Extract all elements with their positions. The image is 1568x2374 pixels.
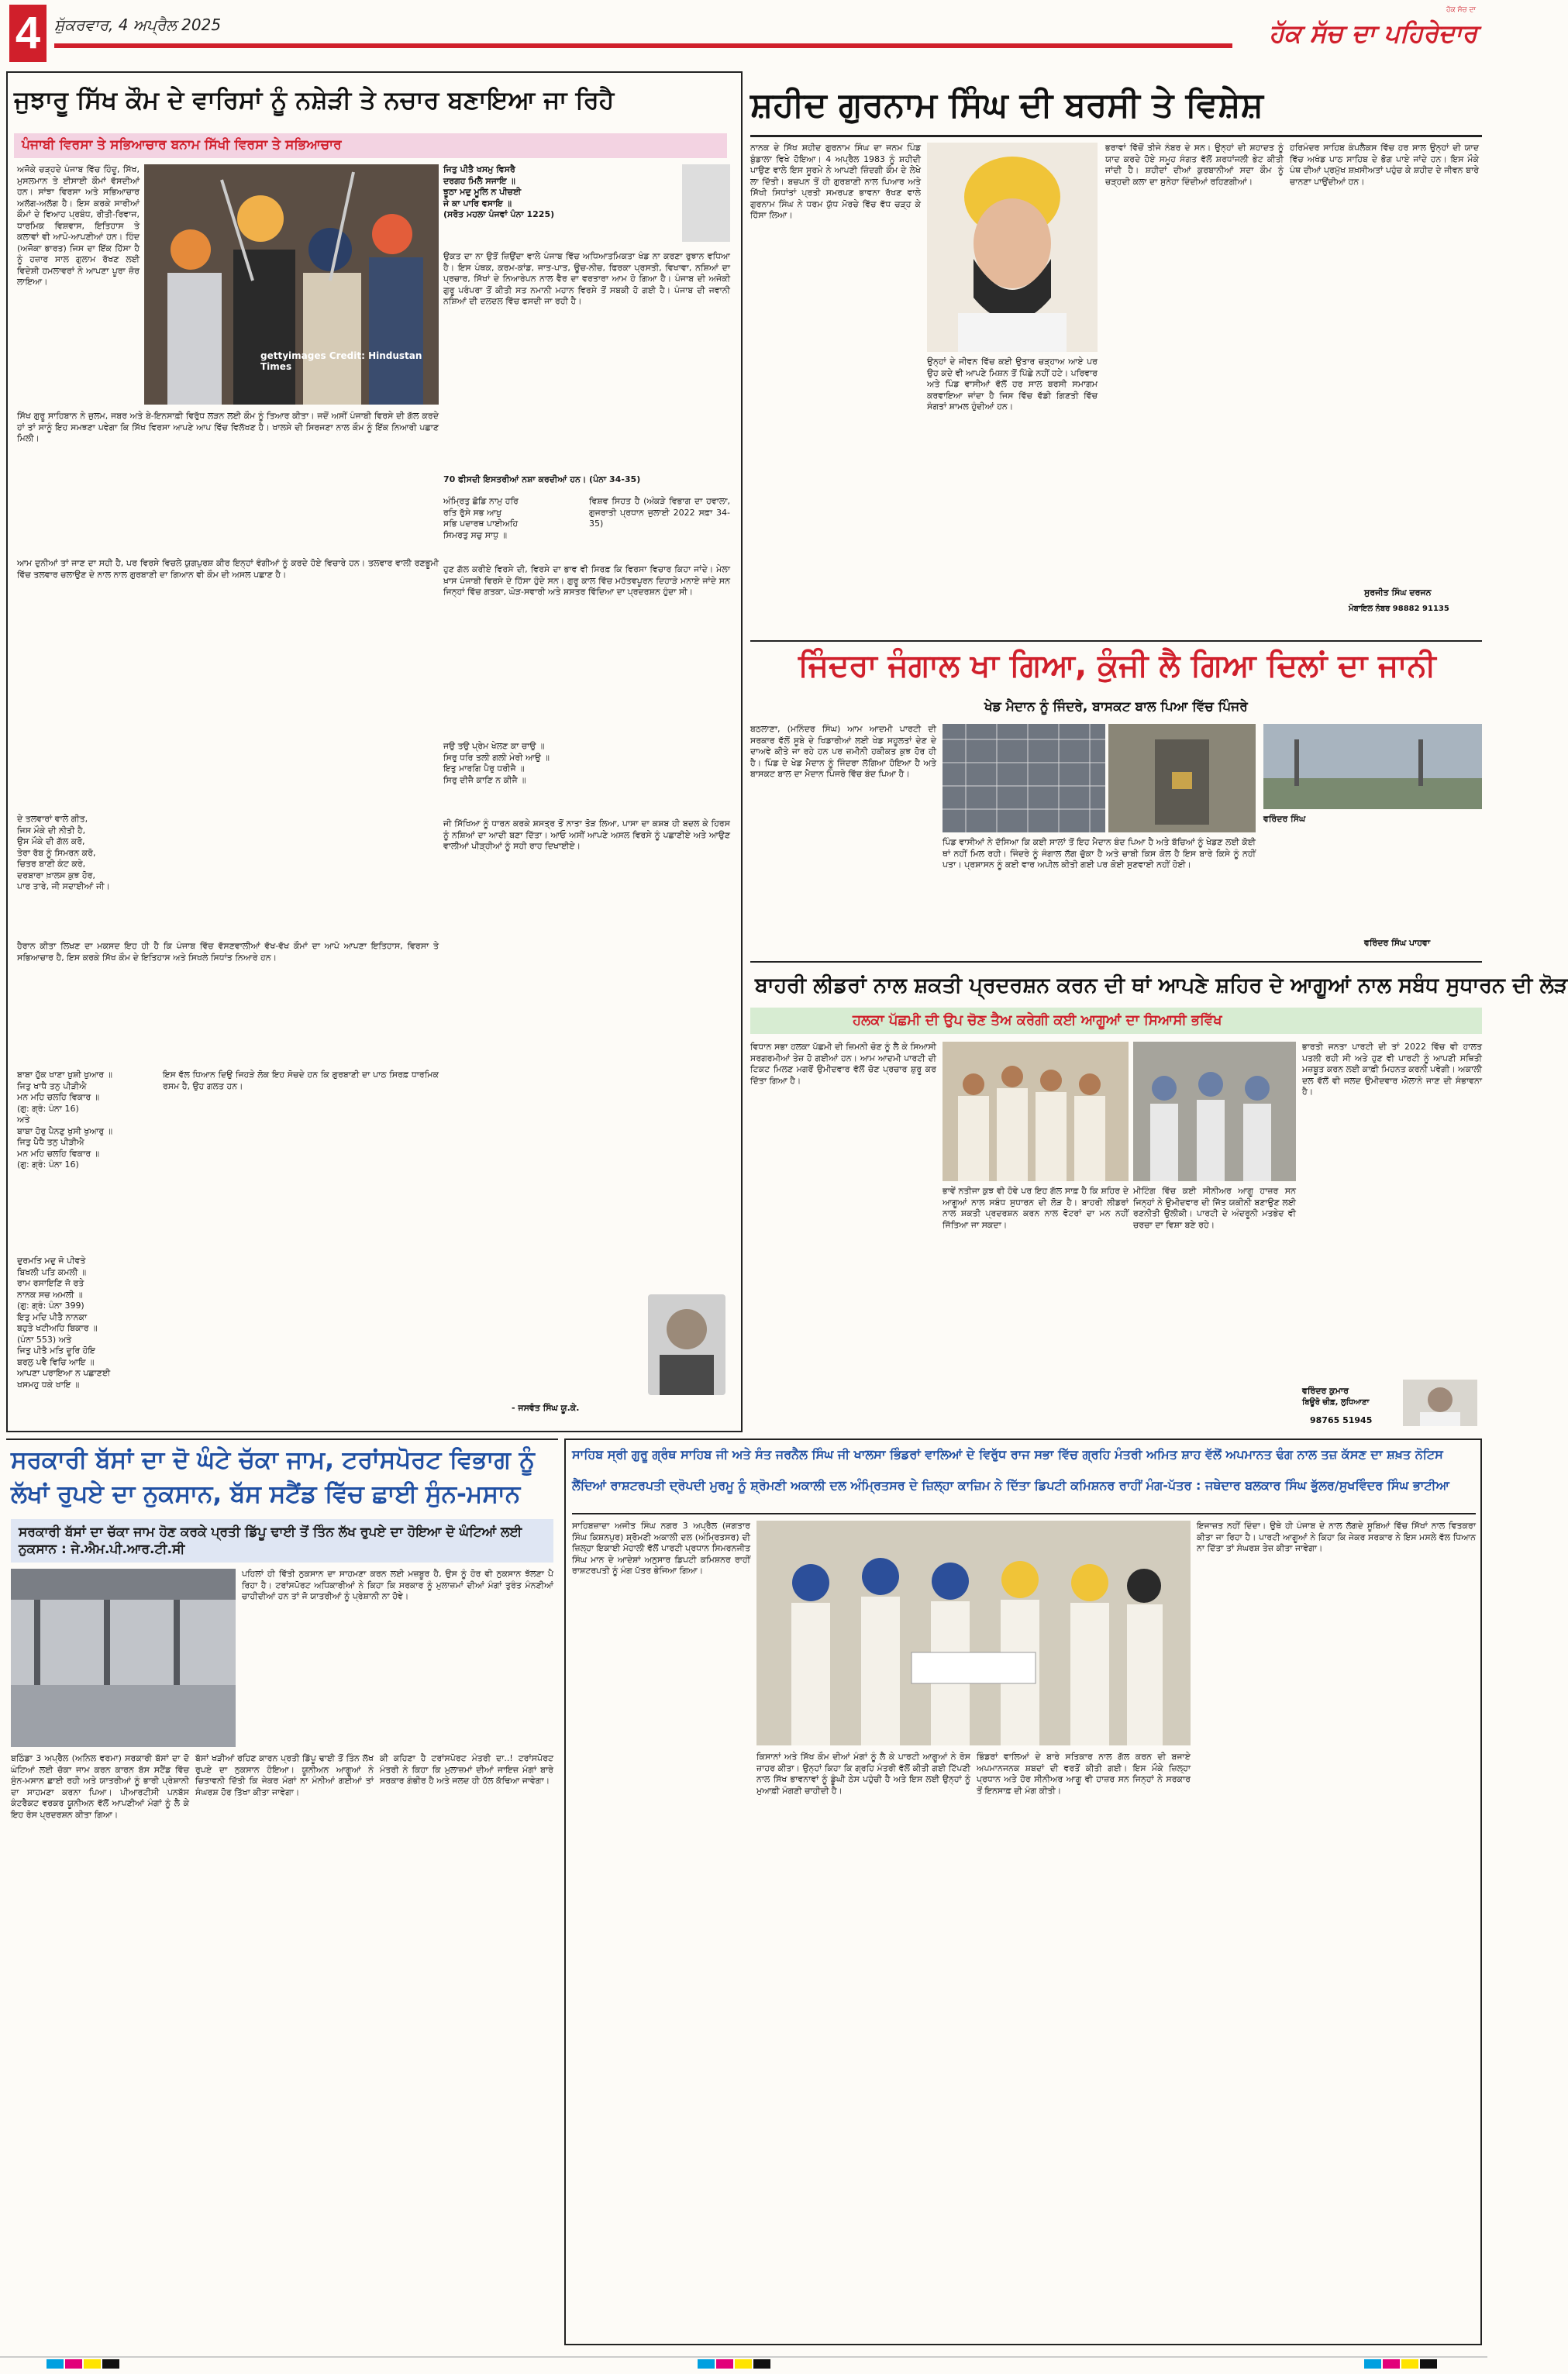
masthead (0, 0, 1487, 68)
article6-headline-2: ਲੈਂਦਿਆਂ ਰਾਸ਼ਟਰਪਤੀ ਦ੍ਰੋਪਦੀ ਮੁਰਮੂ ਨੂੰ ਸ਼੍ਰੋਮਣੀ ਅਕਾਲੀ ਦਲ ਅੰਮ੍ਰਿਤਸਰ ਦੇ ਜ਼ਿਲ੍ਹਾ ਕਾਜ਼ਿਮ ਨੇ ਦਿੱਤਾ ਡਿਪਟੀ ਕਮਿਸ਼ਨਰ ਰਾਹੀਂ ਮੰਗ-ਪੱਤਰ : ਜਥੇਦਾਰ ਬਲਕਾਰ ਸਿੰਘ ਭੁੱਲਰ/ਸੁਖਵਿੰਦਰ ਸਿੰਘ ਭਾਟੀਆ (572, 1478, 1449, 1493)
article4-top-rule (750, 961, 1482, 963)
article5-top-rule (6, 1439, 558, 1440)
article1-col3-verse: ਅੰਮ੍ਰਿਤੁ ਛੋਡਿ ਨਾਮੁ ਹਰਿ ਰਤਿ ਰੁੱਸੇ ਸਭ ਆਖੁ ਸਭਿ ਪਦਾਰਥ ਪਾਈਅਹਿ ਸਿਮਰਤੁ ਸਚੁ ਸਾਧੁ ॥ (443, 496, 519, 540)
photo-credit: gettyimages Credit: Hindustan Times (260, 350, 422, 372)
article1-col2-body3: ਜੀ ਸਿੱਖਿਆ ਨੂੰ ਧਾਰਨ ਕਰਕੇ ਸ਼ਸਤ੍ਰ ਤੋਂ ਨਾਤਾ ਤੋੜ ਲਿਆ, ਪਾਸਾ ਦਾ ਕਸ਼ਬ ਹੀ ਬਦਲ ਕੇ ਹਿਰਸ ਨੂੰ ਨਸ਼ਿਆਂ ਦਾ ਆਦੀ ਬਣਾ ਦਿੱਤਾ। ਆਓ ਅਸੀਂ ਆਪਣੇ ਅਸਲ ਵਿਰਸੇ ਨੂੰ ਪਛਾਣੀਏ ਅਤੇ ਆਉਣ ਵਾਲੀਆਂ ਪੀੜ੍ਹੀਆਂ ਨੂੰ ਸਹੀ ਰਾਹ ਦਿਖਾਈਏ। (443, 818, 730, 852)
article3-subhead: ਖੇਡ ਮੈਦਾਨ ਨੂੰ ਜਿੰਦਰੇ, ਬਾਸਕਟ ਬਾਲ ਪਿਆ ਵਿੱਚ ਪਿੰਜਰੇ (984, 699, 1248, 715)
brand-name: ਹੱਕ ਸੱਚ ਦਾ ਪਹਿਰੇਦਾਰ (1269, 19, 1477, 48)
brand-tag: ਹੱਕ ਸੱਚ ਦਾ (1446, 6, 1476, 14)
portrait-illustration (927, 143, 1098, 352)
reporter-illustration (1403, 1380, 1477, 1426)
article1-col1-quotes: ਬਾਬਾ ਹੁੱਕ ਖਾਣਾ ਖੁਸ਼ੀ ਖੁਆਰ ॥ ਜਿਤੁ ਖਾਧੈ ਤਨੁ ਪੀੜੀਐ ਮਨ ਮਹਿ ਚਲਹਿ ਵਿਕਾਰ ॥ (ਗੁ: ਗ੍ਰੰ: ਪੰਨਾ 16) ਅਤੇ ਬਾਬਾ ਹੋਰੁ ਪੈਨਣੁ ਖੁਸੀ ਖੁਆਰੁ ॥ ਜਿਤੁ ਪੈਧੈ ਤਨੁ ਪੀੜੀਐ ਮਨ ਮਹਿ ਚਲਹਿ ਵਿਕਾਰ ॥ (ਗੁ: ਗ੍ਰੰ: ਪੰਨਾ 16) (17, 1070, 112, 1170)
article5-col4: ਕੀ ਕਹਿਣਾ ਹੈ ਟਰਾਂਸਪੋਰਟ ਮੰਤਰੀ ਦਾ..! ਟਰਾਂਸਪੋਰਟ ਮੰਤਰੀ ਨੇ ਕਿਹਾ ਕਿ ਮੁਲਾਜ਼ਮਾਂ ਦੀਆਂ ਜਾਇਜ਼ ਮੰਗਾਂ ਬਾਰੇ ਸਰਕਾਰ ਗੰਭੀਰ ਹੈ ਅਤੇ ਜਲਦ ਹੀ ਹੱਲ ਕੱਢਿਆ ਜਾਵੇਗਾ। (380, 1753, 553, 1787)
article4-bureau: ਬਿਊਰੋ ਚੀਫ਼, ਲੁਧਿਆਣਾ (1302, 1398, 1370, 1407)
bus-stand-illustration (11, 1569, 236, 1747)
politicians-photo-2 (1133, 1042, 1296, 1181)
article1-col2-top: ਜਿਤੁ ਪੀਤੈ ਖਸਮੁ ਵਿਸਰੈ ਦਰਗਹ ਮਿਲੈ ਸਜਾਇ ॥ ਝੂਠਾ ਮਦੁ ਮੂਲਿ ਨ ਪੀਚਈ ਜੇ ਕਾ ਪਾਰਿ ਵਸਾਇ ॥ (ਸਰੋਤ ਮਹਲਾ ਪੰਜਵਾਂ ਪੰਨਾ 1225) (443, 164, 555, 220)
article1-col1-body: ਸਿੱਖ ਗੁਰੂ ਸਾਹਿਬਾਨ ਨੇ ਜ਼ੁਲਮ, ਜਬਰ ਅਤੇ ਬੇ-ਇਨਸਾਫ਼ੀ ਵਿਰੁੱਧ ਲੜਨ ਲਈ ਕੌਮ ਨੂੰ ਤਿਆਰ ਕੀਤਾ। ਜਦੋਂ ਅਸੀਂ ਪੰਜਾਬੀ ਵਿਰਸੇ ਦੀ ਗੱਲ ਕਰਦੇ ਹਾਂ ਤਾਂ ਸਾਨੂੰ ਇਹ ਸਮਝਣਾ ਪਵੇਗਾ ਕਿ ਸਿੱਖ ਵਿਰਸਾ ਆਪਣੇ ਆਪ ਵਿੱਚ ਵਿਲੱਖਣ ਹੈ। ਖਾਲਸੇ ਦੀ ਸਿਰਜਣਾ ਨਾਲ ਕੌਮ ਨੂੰ ਇੱਕ ਨਿਆਰੀ ਪਛਾਣ ਮਿਲੀ। (17, 411, 439, 444)
article1-col2-verse2: ਜਉ ਤਉ ਪ੍ਰੇਮ ਖੇਲਣ ਕਾ ਚਾਉ ॥ ਸਿਰੁ ਧਰਿ ਤਲੀ ਗਲੀ ਮੇਰੀ ਆਉ ॥ ਇਤੁ ਮਾਰਗਿ ਪੈਰੁ ਧਰੀਜੈ ॥ ਸਿਰੁ ਦੀਜੈ ਕਾਣਿ ਨ ਕੀਜੈ ॥ (443, 741, 550, 785)
article5-col2: ਬਠਿੰਡਾ 3 ਅਪ੍ਰੈਲ (ਅਨਿਲ ਵਰਮਾ) ਸਰਕਾਰੀ ਬੱਸਾਂ ਦਾ ਦੋ ਘੰਟਿਆਂ ਲਈ ਚੱਕਾ ਜਾਮ ਕਰਨ ਕਾਰਨ ਬੱਸ ਸਟੈਂਡ ਵਿੱਚ ਸੁੰਨ-ਮਸਾਨ ਛਾਈ ਰਹੀ ਅਤੇ ਯਾਤਰੀਆਂ ਨੂੰ ਭਾਰੀ ਪ੍ਰੇਸ਼ਾਨੀ ਦਾ ਸਾਹਮਣਾ ਕਰਨਾ ਪਿਆ। ਪੀਆਰਟੀਸੀ ਪਨਬੱਸ ਕੰਟਰੈਕਟ ਵਰਕਰ ਯੂਨੀਅਨ ਵੱਲੋਂ ਆਪਣੀਆਂ ਮੰਗਾਂ ਨੂੰ ਲੈ ਕੇ ਇਹ ਰੋਸ ਪ੍ਰਦਰਸ਼ਨ ਕੀਤਾ ਗਿਆ। (11, 1753, 189, 1820)
article1-headline: ਜੁਝਾਰੂ ਸਿੱਖ ਕੌਮ ਦੇ ਵਾਰਿਸਾਂ ਨੂੰ ਨਸ਼ੇੜੀ ਤੇ ਨਚਾਰ ਬਣਾਇਆ ਜਾ ਰਿਹੈ (14, 85, 615, 115)
article5-headline-2: ਲੱਖਾਂ ਰੁਪਏ ਦਾ ਨੁਕਸਾਨ, ਬੱਸ ਸਟੈਂਡ ਵਿੱਚ ਛਾਈ ਸੁੰਨ-ਮਸਾਨ (11, 1480, 521, 1508)
protest-photo (144, 164, 439, 405)
brand-logo (1209, 6, 1480, 64)
article1-subheadline: ਪੰਜਾਬੀ ਵਿਰਸਾ ਤੇ ਸਭਿਆਚਾਰ ਬਨਾਮ ਸਿੱਖੀ ਵਿਰਸਾ ਤੇ ਸਭਿਆਚਾਰ (22, 137, 342, 153)
locked-court-photo-2 (1108, 724, 1256, 832)
article4-phone: 98765 51945 (1310, 1415, 1373, 1425)
article1-col3-body: ਵਿਸ਼ਵ ਸਿਹਤ ਹੈ (ਅੰਕੜੇ ਵਿਭਾਗ ਦਾ ਹਵਾਲਾ, ਗੁਜਰਾਤੀ ਪ੍ਰਧਾਨ ਜੁਲਾਈ 2022 ਸਫ਼ਾ 34-35) (589, 496, 730, 529)
article1-col1-body3: ਹੈਰਾਨ ਕੀਤਾ ਲਿਖਣ ਦਾ ਮਕਸਦ ਇਹ ਹੀ ਹੈ ਕਿ ਪੰਜਾਬ ਵਿੱਚ ਵੱਸਣਵਾਲੀਆਂ ਵੱਖ-ਵੱਖ ਕੌਮਾਂ ਦਾ ਆਪੋ ਆਪਣਾ ਇਤਿਹਾਸ, ਵਿਰਸਾ ਤੇ ਸਭਿਆਚਾਰ ਹੈ, ਇਸ ਕਰਕੇ ਸਿੱਖ ਕੌਮ ਦੇ ਇਤਿਹਾਸ ਅਤੇ ਸਿਖਲੇ ਸਿਧਾਂਤ ਨਿਆਰੇ ਹਨ। (17, 941, 439, 963)
article6-col2: ਕਿਸਾਨਾਂ ਅਤੇ ਸਿੱਖ ਕੌਮ ਦੀਆਂ ਮੰਗਾਂ ਨੂੰ ਲੈ ਕੇ ਪਾਰਟੀ ਆਗੂਆਂ ਨੇ ਰੋਸ ਜ਼ਾਹਰ ਕੀਤਾ। ਉਨ੍ਹਾਂ ਕਿਹਾ ਕਿ ਗ੍ਰਹਿ ਮੰਤਰੀ ਵੱਲੋਂ ਕੀਤੀ ਗਈ ਟਿੱਪਣੀ ਨਾਲ ਸਿੱਖ ਭਾਵਨਾਵਾਂ ਨੂੰ ਡੂੰਘੀ ਠੇਸ ਪਹੁੰਚੀ ਹੈ ਅਤੇ ਇਸ ਲਈ ਉਨ੍ਹਾਂ ਨੂੰ ਮੁਆਫ਼ੀ ਮੰਗਣੀ ਚਾਹੀਦੀ ਹੈ। (756, 1752, 970, 1796)
fence-illustration (943, 724, 1105, 832)
article6-col1: ਸਾਹਿਬਜ਼ਾਦਾ ਅਜੀਤ ਸਿੰਘ ਨਗਰ 3 ਅਪ੍ਰੈਲ (ਜਗਤਾਰ ਸਿੰਘ ਕਿਸ਼ਨਪੁਰ) ਸ਼੍ਰੋਮਣੀ ਅਕਾਲੀ ਦਲ (ਅੰਮ੍ਰਿਤਸਰ) ਦੀ ਜ਼ਿਲ੍ਹਾ ਇਕਾਈ ਮੋਹਾਲੀ ਵੱਲੋਂ ਪਾਰਟੀ ਪ੍ਰਧਾਨ ਸਿਮਰਨਜੀਤ ਸਿੰਘ ਮਾਨ ਦੇ ਆਦੇਸ਼ਾਂ ਅਨੁਸਾਰ ਡਿਪਟੀ ਕਮਿਸ਼ਨਰ ਰਾਹੀਂ ਰਾਸ਼ਟਰਪਤੀ ਨੂੰ ਮੰਗ ਪੱਤਰ ਭੇਜਿਆ ਗਿਆ। (572, 1521, 750, 1576)
article1-col2-body: ਉਕਤ ਦਾ ਨਾ ਉਤੋਂ ਜ਼ਿਉਂਦਾ ਵਾਲੇ ਪੰਜਾਬ ਵਿੱਚ ਅਧਿਆਤਮਿਕਤਾ ਖੰਡ ਨਾ ਕਰਣਾ ਰੁਝਾਨ ਵਧਿਆ ਹੈ। ਇਸ ਪੰਥਕ, ਕਰਮ-ਕਾਂਡ, ਜਾਤ-ਪਾਤ, ਊਚ-ਨੀਚ, ਫਿਰਕਾ ਪ੍ਰਸਤੀ, ਵਿਖਾਵਾ, ਨਸ਼ਿਆਂ ਦਾ ਪ੍ਰਚਾਰ, ਸਿੱਖਾਂ ਦੇ ਨਿਆਰੇਪਨ ਨਾਲ ਵੈਰ ਦਾ ਵਰਤਾਰਾ ਆਮ ਹੋ ਗਿਆ ਹੈ। ਪੰਜਾਬ ਦੀ ਅਜੋਕੀ ਗੁਰੂ ਪਰੰਪਰਾ ਤੋਂ ਕੀਤੀ ਸਤ ਨਮਾਨੀ ਮਹਾਨ ਵਿਰਸੇ ਤੋਂ ਸਬਕੀ ਹੋ ਗਈ ਹੈ। ਪੰਜਾਬ ਦੀ ਜਵਾਨੀ ਨਸ਼ਿਆਂ ਦੀ ਦਲਦਲ ਵਿੱਚ ਫਸਦੀ ਜਾ ਰਹੀ ਹੈ। (443, 251, 730, 307)
article5-headline-1: ਸਰਕਾਰੀ ਬੱਸਾਂ ਦਾ ਦੋ ਘੰਟੇ ਚੱਕਾ ਜਾਮ, ਟਰਾਂਸਪੋਰਟ ਵਿਭਾਗ ਨੂੰ (11, 1446, 535, 1474)
footer-strip (0, 2352, 1487, 2371)
article6-col4: ਇਜਾਜ਼ਤ ਨਹੀਂ ਦਿੰਦਾ। ਉਥੇ ਹੀ ਪੰਜਾਬ ਦੇ ਨਾਲ ਲੱਗਦੇ ਸੂਬਿਆਂ ਵਿੱਚ ਸਿੱਖਾਂ ਨਾਲ ਵਿਤਕਰਾ ਕੀਤਾ ਜਾ ਰਿਹਾ ਹੈ। ਪਾਰਟੀ ਆਗੂਆਂ ਨੇ ਕਿਹਾ ਕਿ ਜੇਕਰ ਸਰਕਾਰ ਨੇ ਇਸ ਮਸਲੇ ਵੱਲ ਧਿਆਨ ਨਾ ਦਿੱਤਾ ਤਾਂ ਸੰਘਰਸ਼ ਤੇਜ਼ ਕੀਤਾ ਜਾਵੇਗਾ। (1197, 1521, 1476, 1554)
masthead-bar (54, 43, 1232, 48)
article5-col1: ਪਹਿਲਾਂ ਹੀ ਵਿੱਤੀ ਨੁਕਸਾਨ ਦਾ ਸਾਹਮਣਾ ਕਰਨ ਲਈ ਮਜ਼ਬੂਰ ਹੈ, ਉਸ ਨੂੰ ਹੋਰ ਵੀ ਨੁਕਸਾਨ ਝੱਲਣਾ ਪੈ ਰਿਹਾ ਹੈ। ਟਰਾਂਸਪੋਰਟ ਅਧਿਕਾਰੀਆਂ ਨੇ ਕਿਹਾ ਕਿ ਸਰਕਾਰ ਨੂੰ ਮੁਲਾਜ਼ਮਾਂ ਦੀਆਂ ਮੰਗਾਂ ਤੁਰੰਤ ਮੰਨਣੀਆਂ ਚਾਹੀਦੀਆਂ ਹਨ ਤਾਂ ਜੋ ਯਾਤਰੀਆਂ ਨੂੰ ਪ੍ਰੇਸ਼ਾਨੀ ਨਾ ਹੋਵੇ। (242, 1569, 553, 1602)
locked-court-photo-1 (943, 724, 1105, 832)
issue-date: ਸ਼ੁੱਕਰਵਾਰ, 4 ਅਪ੍ਰੈਲ 2025 (54, 16, 222, 34)
article2-headline: ਸ਼ਹੀਦ ਗੁਰਨਾਮ ਸਿੰਘ ਦੀ ਬਰਸੀ ਤੇ ਵਿਸ਼ੇਸ਼ (750, 85, 1263, 125)
playground-illustration (1263, 724, 1482, 809)
article1-col1-top: ਅਜੋਕੇ ਚੜ੍ਹਦੇ ਪੰਜਾਬ ਵਿੱਚ ਹਿੰਦੂ, ਸਿੱਖ, ਮੁਸਲਮਾਨ ਤੇ ਈਸਾਈ ਕੌਮਾਂ ਵੱਸਦੀਆਂ ਹਨ। ਸਾਂਝਾ ਵਿਰਸਾ ਅਤੇ ਸਭਿਆਚਾਰ ਅਲੱਗ-ਅਲੱਗ ਹੈ। ਇਸ ਕਰਕੇ ਸਾਰੀਆਂ ਕੌਮਾਂ ਦੇ ਵਿਆਹ ਪ੍ਰਬੰਧ, ਰੀਤੀ-ਰਿਵਾਜ, ਧਾਰਮਿਕ ਵਿਸ਼ਵਾਸ, ਇਤਿਹਾਸ ਤੇ ਕਲਾਵਾਂ ਵੀ ਆਪੋ-ਆਪਣੀਆਂ ਹਨ। ਹਿੰਦ (ਅਜੋਕਾ ਭਾਰਤ) ਜਿਸ ਦਾ ਇੱਕ ਹਿੱਸਾ ਹੈ ਨੂੰ ਹਜ਼ਾਰ ਸਾਲ ਗੁਲਾਮ ਰੱਖਣ ਲਈ ਵਿਦੇਸ਼ੀ ਹਮਲਾਵਰਾਂ ਨੇ ਆਪਣਾ ਪੂਰਾ ਜ਼ੋਰ ਲਾਇਆ। (17, 164, 140, 288)
meeting-illustration (1133, 1042, 1296, 1181)
article2-col3: ਭਰਾਵਾਂ ਵਿੱਚੋਂ ਤੀਜੇ ਨੰਬਰ ਦੇ ਸਨ। ਉਨ੍ਹਾਂ ਦੀ ਸ਼ਹਾਦਤ ਨੂੰ ਯਾਦ ਕਰਦੇ ਹੋਏ ਸਮੂਹ ਸੰਗਤ ਵੱਲੋਂ ਸ਼ਰਧਾਂਜਲੀ ਭੇਟ ਕੀਤੀ ਜਾਂਦੀ ਹੈ। ਸ਼ਹੀਦਾਂ ਦੀਆਂ ਕੁਰਬਾਨੀਆਂ ਸਦਾ ਕੌਮ ਨੂੰ ਚੜ੍ਹਦੀ ਕਲਾ ਦਾ ਸੁਨੇਹਾ ਦਿੰਦੀਆਂ ਰਹਿਣਗੀਆਂ। (1105, 143, 1284, 187)
shaheed-portrait (927, 143, 1098, 352)
article1-col1-body4: ਇਸ ਵੱਲ ਧਿਆਨ ਦਿਉ ਜਿਹੜੇ ਲੋਕ ਇਹ ਸੋਚਦੇ ਹਨ ਕਿ ਗੁਰਬਾਣੀ ਦਾ ਪਾਠ ਸਿਰਫ਼ ਧਾਰਮਿਕ ਰਸਮ ਹੈ, ਉਹ ਗਲਤ ਹਨ। (163, 1070, 439, 1091)
memorandum-illustration (756, 1521, 1191, 1745)
article1-author: - ਜਸਵੰਤ ਸਿੰਘ ਯੂ.ਕੇ. (512, 1403, 580, 1413)
politicians-photo-1 (943, 1042, 1129, 1181)
author-thumb (682, 164, 730, 242)
article3-top-rule (750, 640, 1482, 642)
article2-col2: ਉਨ੍ਹਾਂ ਦੇ ਜੀਵਨ ਵਿੱਚ ਕਈ ਉਤਾਰ ਚੜ੍ਹਾਅ ਆਏ ਪਰ ਉਹ ਕਦੇ ਵੀ ਆਪਣੇ ਮਿਸ਼ਨ ਤੋਂ ਪਿੱਛੇ ਨਹੀਂ ਹਟੇ। ਪਰਿਵਾਰ ਅਤੇ ਪਿੰਡ ਵਾਸੀਆਂ ਵੱਲੋਂ ਹਰ ਸਾਲ ਬਰਸੀ ਸਮਾਗਮ ਕਰਵਾਇਆ ਜਾਂਦਾ ਹੈ ਜਿਸ ਵਿੱਚ ਵੱਡੀ ਗਿਣਤੀ ਵਿੱਚ ਸੰਗਤਾਂ ਸ਼ਾਮਲ ਹੁੰਦੀਆਂ ਹਨ। (927, 357, 1098, 412)
article1-col1-body2: ਆਮ ਦੁਨੀਆਂ ਤਾਂ ਜਾਣ ਦਾ ਸਹੀ ਹੈ, ਪਰ ਵਿਰਸੇ ਵਿਚਲੇ ਯੁਗਪੁਰਸ਼ ਕੀਰ ਇਨ੍ਹਾਂ ਵੰਗੀਆਂ ਨੂੰ ਕਰਦੇ ਹੋਏ ਵਿਚਾਰੇ ਹਨ। ਤਲਵਾਰ ਵਾਲੀ ਰਣਭੂਮੀ ਵਿੱਚ ਤਲਵਾਰ ਚਲਾਉਣ ਦੇ ਨਾਲ ਨਾਲ ਗੁਰਬਾਣੀ ਦਾ ਗਿਆਨ ਵੀ ਕੌਮ ਦੀ ਅਸਲ ਪਛਾਣ ਹੈ। (17, 558, 439, 580)
article4-col1: ਵਿਧਾਨ ਸਭਾ ਹਲਕਾ ਪੱਛਮੀ ਦੀ ਜ਼ਿਮਨੀ ਚੋਣ ਨੂੰ ਲੈ ਕੇ ਸਿਆਸੀ ਸਰਗਰਮੀਆਂ ਤੇਜ਼ ਹੋ ਗਈਆਂ ਹਨ। ਆਮ ਆਦਮੀ ਪਾਰਟੀ ਦੀ ਟਿਕਟ ਮਿਲਣ ਮਗਰੋਂ ਉਮੀਦਵਾਰ ਵੱਲੋਂ ਚੋਣ ਪ੍ਰਚਾਰ ਸ਼ੁਰੂ ਕਰ ਦਿੱਤਾ ਗਿਆ ਹੈ। (750, 1042, 936, 1086)
article4-col2: ਭਾਵੇਂ ਨਤੀਜਾ ਕੁਝ ਵੀ ਹੋਵੇ ਪਰ ਇਹ ਗੱਲ ਸਾਫ਼ ਹੈ ਕਿ ਸ਼ਹਿਰ ਦੇ ਆਗੂਆਂ ਨਾਲ ਸਬੰਧ ਸੁਧਾਰਨ ਦੀ ਲੋੜ ਹੈ। ਬਾਹਰੀ ਲੀਡਰਾਂ ਨਾਲ ਸ਼ਕਤੀ ਪ੍ਰਦਰਸ਼ਨ ਕਰਨ ਨਾਲ ਵੋਟਰਾਂ ਦਾ ਮਨ ਨਹੀਂ ਜਿੱਤਿਆ ਜਾ ਸਕਦਾ। (943, 1186, 1129, 1230)
article3-headline: ਜਿੰਦਰਾ ਜੰਗਾਲ ਖਾ ਗਿਆ, ਕੁੰਜੀ ਲੈ ਗਿਆ ਦਿਲਾਂ ਦਾ ਜਾਨੀ (798, 648, 1436, 684)
author-photo (648, 1294, 725, 1395)
article4-col3: ਮੀਟਿੰਗ ਵਿੱਚ ਕਈ ਸੀਨੀਅਰ ਆਗੂ ਹਾਜ਼ਰ ਸਨ ਜਿਨ੍ਹਾਂ ਨੇ ਉਮੀਦਵਾਰ ਦੀ ਜਿੱਤ ਯਕੀਨੀ ਬਣਾਉਣ ਲਈ ਰਣਨੀਤੀ ਉਲੀਕੀ। ਪਾਰਟੀ ਦੇ ਅੰਦਰੂਨੀ ਮਤਭੇਦ ਵੀ ਚਰਚਾ ਦਾ ਵਿਸ਼ਾ ਬਣੇ ਰਹੇ। (1133, 1186, 1296, 1230)
article5-subheadline: ਸਰਕਾਰੀ ਬੱਸਾਂ ਦਾ ਚੱਕਾ ਜਾਮ ਹੋਣ ਕਰਕੇ ਪ੍ਰਤੀ ਡਿੱਪੂ ਢਾਈ ਤੋਂ ਤਿੰਨ ਲੱਖ ਰੁਪਏ ਦਾ ਹੋਇਆ ਦੋ ਘੰਟਿਆਂ ਲਈ ਨੁਕਸਾਨ : ਜੇ.ਐਮ.ਪੀ.ਆਰ.ਟੀ.ਸੀ (19, 1525, 522, 1558)
reporter-photo (1403, 1380, 1477, 1426)
page-number: 4 (9, 5, 47, 62)
article1-col1-poem: ਦੇ ਤਲਵਾਰਾਂ ਵਾਲੇ ਗੀਤ, ਜਿਸ ਮੌਕੇ ਦੀ ਨੀਤੀ ਹੈ, ਉਸ ਮੌਕੇ ਦੀ ਗੱਲ ਕਰੋ, ਤੇਰਾ ਰੱਬ ਨੂੰ ਸਿਮਰਨ ਕਰੋ, ਚਿਤਰ ਬਾਣੀ ਕੰਟ ਕਰੇ, ਦਰਬਾਰਾ ਖ਼ਾਲਸ ਕੁਝ ਹੋਰ, ਪਾਰ ਤਾਰੇ, ਜੀ ਸਦਾਈਆਂ ਜੀ। (17, 814, 110, 892)
article4-subheadline: ਹਲਕਾ ਪੱਛਮੀ ਦੀ ਉਪ ਚੋਣ ਤੈਅ ਕਰੇਗੀ ਕਈ ਆਗੂਆਂ ਦਾ ਸਿਆਸੀ ਭਵਿੱਖ (853, 1012, 1222, 1029)
registration-marks-icon (0, 2352, 1487, 2371)
gate-lock-illustration (1108, 724, 1256, 832)
article1-col1-quotes2: ਦੁਰਮਤਿ ਮਦੁ ਜੋ ਪੀਵਤੇ ਬਿਖਲੀ ਪਤਿ ਕਮਲੀ ॥ ਰਾਮ ਰਸਾਇਣਿ ਜੋ ਰਤੇ ਨਾਨਕ ਸਚ ਅਮਲੀ ॥ (ਗੁ: ਗ੍ਰੰ: ਪੰਨਾ 399) ਇਤੁ ਮਦਿ ਪੀਤੈ ਨਾਨਕਾ ਬਹੁਤੇ ਖਟੀਅਹਿ ਬਿਕਾਰ ॥ (ਪੰਨਾ 553) ਅਤੇ ਜਿਤੁ ਪੀਤੈ ਮਤਿ ਦੂਰਿ ਹੋਇ ਬਰਲੁ ਪਵੈ ਵਿਚਿ ਆਇ ॥ ਆਪਣਾ ਪਰਾਇਆ ਨ ਪਛਾਣਈ ਖਸਮਹੁ ਧਕੇ ਖਾਇ ॥ (17, 1256, 111, 1390)
person-icon (648, 1294, 725, 1395)
playground-photo (1263, 724, 1482, 809)
article1-col2-body2: ਹੁਣ ਗੱਲ ਕਰੀਏ ਵਿਰਸੇ ਦੀ, ਵਿਰਸੇ ਦਾ ਭਾਵ ਵੀ ਸਿਰਫ਼ ਕਿ ਵਿਰਸਾ ਵਿਚਾਰ ਕਿਹਾ ਜਾਂਦੇ। ਮੇਲਾ ਖ਼ਾਸ ਪੰਜਾਬੀ ਵਿਰਸੇ ਦੇ ਹਿੱਸਾ ਹੁੰਦੇ ਸਨ। ਗੁਰੂ ਕਾਲ ਵਿੱਚ ਮਹੱਤਵਪੂਰਨ ਦਿਹਾੜੇ ਮਨਾਏ ਜਾਂਦੇ ਸਨ ਜਿਨ੍ਹਾਂ ਵਿੱਚ ਗਤਕਾ, ਘੋੜ-ਸਵਾਰੀ ਅਤੇ ਸ਼ਸਤਰ ਵਿੱਦਿਆ ਦਾ ਪ੍ਰਦਰਸ਼ਨ ਹੁੰਦਾ ਸੀ। (443, 564, 730, 598)
article2-col1: ਨਾਨਕ ਦੇ ਸਿੱਖ ਸ਼ਹੀਦ ਗੁਰਨਾਮ ਸਿੰਘ ਦਾ ਜਨਮ ਪਿੰਡ ਬੁੰਡਾਲਾ ਵਿਖੇ ਹੋਇਆ। 4 ਅਪ੍ਰੈਲ 1983 ਨੂੰ ਸ਼ਹੀਦੀ ਪਾਉਣ ਵਾਲੇ ਇਸ ਸੂਰਮੇ ਨੇ ਆਪਣੀ ਜ਼ਿੰਦਗੀ ਕੌਮ ਦੇ ਲੇਖੇ ਲਾ ਦਿੱਤੀ। ਬਚਪਨ ਤੋਂ ਹੀ ਗੁਰਬਾਣੀ ਨਾਲ ਪਿਆਰ ਅਤੇ ਸਿੱਖੀ ਸਿਧਾਂਤਾਂ ਪ੍ਰਤੀ ਸਮਰਪਣ ਭਾਵਨਾ ਰੱਖਣ ਵਾਲੇ ਗੁਰਨਾਮ ਸਿੰਘ ਨੇ ਧਰਮ ਯੁੱਧ ਮੋਰਚੇ ਵਿੱਚ ਵੱਧ ਚੜ੍ਹ ਕੇ ਹਿੱਸਾ ਲਿਆ। (750, 143, 921, 221)
article3-byline: ਵਰਿੰਦਰ ਸਿੰਘ (1263, 814, 1306, 824)
article2-col4: ਹਰਿਮੰਦਰ ਸਾਹਿਬ ਕੰਪਲੈਕਸ ਵਿੱਚ ਹਰ ਸਾਲ ਉਨ੍ਹਾਂ ਦੀ ਯਾਦ ਵਿੱਚ ਅਖੰਡ ਪਾਠ ਸਾਹਿਬ ਦੇ ਭੋਗ ਪਾਏ ਜਾਂਦੇ ਹਨ। ਇਸ ਮੌਕੇ ਪੰਥ ਦੀਆਂ ਪ੍ਰਮੁੱਖ ਸ਼ਖ਼ਸੀਅਤਾਂ ਪਹੁੰਚ ਕੇ ਸ਼ਹੀਦ ਦੇ ਜੀਵਨ ਬਾਰੇ ਚਾਨਣਾ ਪਾਉਂਦੀਆਂ ਹਨ। (1290, 143, 1479, 187)
article3-col2: ਪਿੰਡ ਵਾਸੀਆਂ ਨੇ ਦੱਸਿਆ ਕਿ ਕਈ ਸਾਲਾਂ ਤੋਂ ਇਹ ਮੈਦਾਨ ਬੰਦ ਪਿਆ ਹੈ ਅਤੇ ਬੱਚਿਆਂ ਨੂੰ ਖੇਡਣ ਲਈ ਕੋਈ ਥਾਂ ਨਹੀਂ ਮਿਲ ਰਹੀ। ਜਿੰਦਰੇ ਨੂੰ ਜੰਗਾਲ ਲੱਗ ਚੁੱਕਾ ਹੈ ਅਤੇ ਚਾਬੀ ਕਿਸ ਕੋਲ ਹੈ ਇਸ ਬਾਰੇ ਕਿਸੇ ਨੂੰ ਨਹੀਂ ਪਤਾ। ਪ੍ਰਸ਼ਾਸਨ ਨੂੰ ਕਈ ਵਾਰ ਅਪੀਲ ਕੀਤੀ ਗਈ ਪਰ ਕੋਈ ਸੁਣਵਾਈ ਨਹੀਂ ਹੋਈ। (943, 837, 1256, 870)
article2-phone: ਮੋਬਾਇਲ ਨੰਬਰ 98882 91135 (1349, 605, 1449, 613)
memorandum-photo (756, 1521, 1191, 1745)
article6-headline-1: ਸਾਹਿਬ ਸ੍ਰੀ ਗੁਰੂ ਗ੍ਰੰਥ ਸਾਹਿਬ ਜੀ ਅਤੇ ਸੰਤ ਜਰਨੈਲ ਸਿੰਘ ਜੀ ਖਾਲਸਾ ਭਿੰਡਰਾਂ ਵਾਲਿਆਂ ਦੇ ਵਿਰੁੱਧ ਰਾਜ ਸਭਾ ਵਿੱਚ ਗ੍ਰਹਿ ਮੰਤਰੀ ਅਮਿਤ ਸ਼ਾਹ ਵੱਲੋਂ ਅਪਮਾਨਤ ਢੰਗ ਨਾਲ ਤਜ਼ ਕੱਸਣ ਦਾ ਸ਼ਖ਼ਤ ਨੋਟਿਸ (572, 1447, 1443, 1462)
article1-col2-stat: 70 ਫੀਸਦੀ ਇਸਤਰੀਆਂ ਨਸ਼ਾ ਕਰਦੀਆਂ ਹਨ। (ਪੰਨਾ 34-35) (443, 474, 641, 484)
article5-col3: ਬੱਸਾਂ ਖੜੀਆਂ ਰਹਿਣ ਕਾਰਨ ਪ੍ਰਤੀ ਡਿੱਪੂ ਢਾਈ ਤੋਂ ਤਿੰਨ ਲੱਖ ਰੁਪਏ ਦਾ ਨੁਕਸਾਨ ਹੋਇਆ। ਯੂਨੀਅਨ ਆਗੂਆਂ ਨੇ ਚਿਤਾਵਨੀ ਦਿੱਤੀ ਕਿ ਜੇਕਰ ਮੰਗਾਂ ਨਾ ਮੰਨੀਆਂ ਗਈਆਂ ਤਾਂ ਸੰਘਰਸ਼ ਹੋਰ ਤਿੱਖਾ ਕੀਤਾ ਜਾਵੇਗਾ। (195, 1753, 374, 1797)
article4-author: ਵਰਿੰਦਰ ਕੁਮਾਰ (1302, 1386, 1349, 1396)
bus-stand-photo (11, 1569, 236, 1747)
article4-col4: ਭਾਰਤੀ ਜਨਤਾ ਪਾਰਟੀ ਦੀ ਤਾਂ 2022 ਵਿੱਚ ਵੀ ਹਾਲਤ ਪਤਲੀ ਰਹੀ ਸੀ ਅਤੇ ਹੁਣ ਵੀ ਪਾਰਟੀ ਨੂੰ ਆਪਣੀ ਸਥਿਤੀ ਮਜ਼ਬੂਤ ਕਰਨ ਲਈ ਕਾਫ਼ੀ ਮਿਹਨਤ ਕਰਨੀ ਪਵੇਗੀ। ਅਕਾਲੀ ਦਲ ਵੱਲੋਂ ਵੀ ਜਲਦ ਉਮੀਦਵਾਰ ਐਲਾਨੇ ਜਾਣ ਦੀ ਸੰਭਾਵਨਾ ਹੈ। (1302, 1042, 1482, 1097)
article6-headline-rule (572, 1513, 1476, 1514)
article3-col1: ਬਠਲਾਣਾ, (ਮਨਿੰਦਰ ਸਿੰਘ) ਆਮ ਆਦਮੀ ਪਾਰਟੀ ਦੀ ਸਰਕਾਰ ਵੱਲੋਂ ਸੂਬੇ ਦੇ ਖਿਡਾਰੀਆਂ ਲਈ ਖੇਡ ਸਹੂਲਤਾਂ ਦੇਣ ਦੇ ਦਾਅਵੇ ਕੀਤੇ ਜਾ ਰਹੇ ਹਨ ਪਰ ਜ਼ਮੀਨੀ ਹਕੀਕਤ ਕੁਝ ਹੋਰ ਹੀ ਹੈ। ਪਿੰਡ ਦੇ ਖੇਡ ਮੈਦਾਨ ਨੂੰ ਜਿੰਦਰਾ ਲੱਗਿਆ ਹੋਇਆ ਹੈ ਅਤੇ ਬਾਸਕਟ ਬਾਲ ਦਾ ਮੈਦਾਨ ਪਿੰਜਰੇ ਵਿੱਚ ਬੰਦ ਪਿਆ ਹੈ। (750, 724, 936, 780)
article4-headline: ਬਾਹਰੀ ਲੀਡਰਾਂ ਨਾਲ ਸ਼ਕਤੀ ਪ੍ਰਦਰਸ਼ਨ ਕਰਨ ਦੀ ਥਾਂ ਆਪਣੇ ਸ਼ਹਿਰ ਦੇ ਆਗੂਆਂ ਨਾਲ ਸਬੰਧ ਸੁਧਾਰਨ ਦੀ ਲੋੜ (755, 973, 1568, 997)
article6-col3: ਭਿੰਡਰਾਂ ਵਾਲਿਆਂ ਦੇ ਬਾਰੇ ਸਤਿਕਾਰ ਨਾਲ ਗੱਲ ਕਰਨ ਦੀ ਬਜਾਏ ਅਪਮਾਨਜਨਕ ਸ਼ਬਦਾਂ ਦੀ ਵਰਤੋਂ ਕੀਤੀ ਗਈ। ਇਸ ਮੌਕੇ ਜ਼ਿਲ੍ਹਾ ਪ੍ਰਧਾਨ ਅਤੇ ਹੋਰ ਸੀਨੀਅਰ ਆਗੂ ਵੀ ਹਾਜ਼ਰ ਸਨ ਜਿਨ੍ਹਾਂ ਨੇ ਸਰਕਾਰ ਤੋਂ ਇਨਸਾਫ਼ ਦੀ ਮੰਗ ਕੀਤੀ। (977, 1752, 1191, 1796)
group-illustration (943, 1042, 1129, 1181)
article3-author: ਵਰਿੰਦਰ ਸਿੰਘ ਪਾਹਵਾ (1364, 938, 1431, 948)
article2-underline (750, 135, 1482, 137)
article2-author: ਸੁਰਜੀਤ ਸਿੰਘ ਦਰਜਨ (1364, 587, 1432, 598)
